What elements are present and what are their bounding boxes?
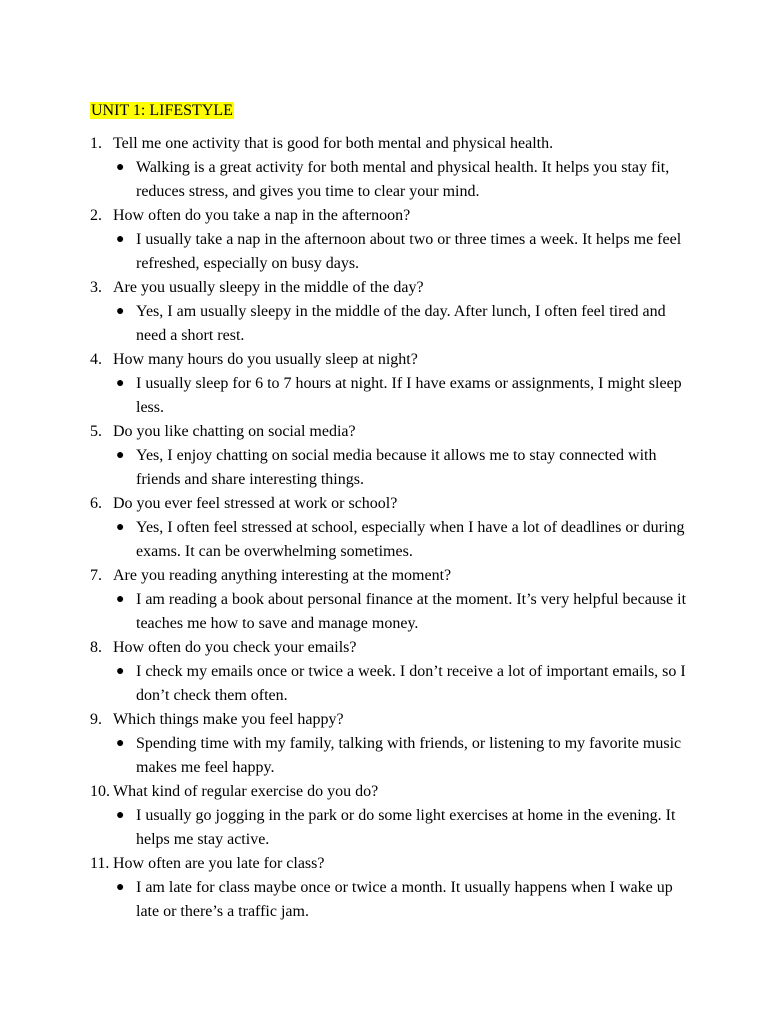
answer-row: [90, 876, 690, 924]
answer-text: I usually take a nap in the afternoon about two or three times a week. It helps me feel refreshed, especially on busy days.: [136, 231, 682, 272]
list-item: [90, 852, 690, 924]
question-text: How often do you take a nap in the afternoon?: [113, 207, 411, 224]
answer-row: [90, 228, 690, 276]
answer-text: Yes, I enjoy chatting on social media because it allows me to stay connected with friends and share interesting things.: [136, 447, 657, 488]
question-text: How many hours do you usually sleep at night?: [113, 351, 418, 368]
question-number: 6.: [90, 495, 102, 512]
question-text: Which things make you feel happy?: [113, 711, 344, 728]
question-number: 1.: [90, 135, 102, 152]
list-item: [90, 132, 690, 204]
answer-row: [90, 300, 690, 348]
answer-text: I usually sleep for 6 to 7 hours at night. If I have exams or assignments, I might sleep less.: [136, 375, 682, 416]
question-number: 9.: [90, 711, 102, 728]
unit-title-text: UNIT 1: LIFESTYLE: [91, 102, 233, 119]
answer-row: [90, 156, 690, 204]
question-text: How often do you check your emails?: [113, 639, 357, 656]
bullet-icon: ●: [116, 664, 125, 679]
list-item: [90, 204, 690, 276]
question-number: 10.: [90, 783, 110, 800]
answer-row: [90, 444, 690, 492]
bullet-icon: ●: [116, 232, 125, 247]
answer-text: I am reading a book about personal finance at the moment. It’s very helpful because it teaches me how to save and manage money.: [136, 591, 687, 632]
question-list: [90, 132, 690, 924]
question-row: [90, 132, 690, 156]
list-item: [90, 276, 690, 348]
bullet-icon: ●: [116, 808, 125, 823]
answer-text: I usually go jogging in the park or do some light exercises at home in the evening. It helps me stay active.: [136, 807, 676, 848]
question-text: How often are you late for class?: [113, 855, 325, 872]
bullet-icon: ●: [116, 304, 125, 319]
list-item: [90, 636, 690, 708]
question-row: [90, 564, 690, 588]
bullet-icon: ●: [116, 520, 125, 535]
question-text: What kind of regular exercise do you do?: [113, 783, 379, 800]
question-row: [90, 348, 690, 372]
answer-text: Walking is a great activity for both mental and physical health. It helps you stay fit, reduces stress, and gives you time to clear your mind.: [136, 159, 670, 200]
list-item: [90, 492, 690, 564]
question-text: Tell me one activity that is good for both mental and physical health.: [113, 135, 554, 152]
question-text: Do you ever feel stressed at work or school?: [113, 495, 398, 512]
bullet-icon: ●: [116, 880, 125, 895]
answer-text: Yes, I often feel stressed at school, especially when I have a lot of deadlines or during exams. It can be overwhelming sometimes.: [136, 519, 685, 560]
question-number: 11.: [90, 855, 110, 872]
question-number: 7.: [90, 567, 102, 584]
list-item: [90, 348, 690, 420]
question-row: [90, 852, 690, 876]
question-row: [90, 420, 690, 444]
answer-row: [90, 660, 690, 708]
answer-row: [90, 732, 690, 780]
answer-row: [90, 804, 690, 852]
question-row: [90, 636, 690, 660]
bullet-icon: ●: [116, 448, 125, 463]
question-text: Do you like chatting on social media?: [113, 423, 356, 440]
list-item: [90, 780, 690, 852]
bullet-icon: ●: [116, 592, 125, 607]
answer-text: I am late for class maybe once or twice a month. It usually happens when I wake up late or there’s a traffic jam.: [136, 879, 673, 920]
question-number: 3.: [90, 279, 102, 296]
question-number: 2.: [90, 207, 102, 224]
question-text: Are you usually sleepy in the middle of the day?: [113, 279, 424, 296]
answer-row: [90, 588, 690, 636]
answer-row: [90, 372, 690, 420]
question-row: [90, 276, 690, 300]
list-item: [90, 708, 690, 780]
question-row: [90, 492, 690, 516]
list-item: [90, 420, 690, 492]
question-number: 4.: [90, 351, 102, 368]
answer-row: [90, 516, 690, 564]
bullet-icon: ●: [116, 376, 125, 391]
question-row: [90, 204, 690, 228]
unit-title: [90, 100, 234, 122]
question-row: [90, 708, 690, 732]
bullet-icon: ●: [116, 736, 125, 751]
question-row: [90, 780, 690, 804]
list-item: [90, 564, 690, 636]
bullet-icon: ●: [116, 160, 125, 175]
question-number: 8.: [90, 639, 102, 656]
answer-text: Spending time with my family, talking with friends, or listening to my favorite music makes me feel happy.: [136, 735, 682, 776]
answer-text: Yes, I am usually sleepy in the middle of the day. After lunch, I often feel tired and need a short rest.: [136, 303, 666, 344]
question-text: Are you reading anything interesting at the moment?: [113, 567, 452, 584]
answer-text: I check my emails once or twice a week. I don’t receive a lot of important emails, so I don’t check them often.: [136, 663, 686, 704]
question-number: 5.: [90, 423, 102, 440]
